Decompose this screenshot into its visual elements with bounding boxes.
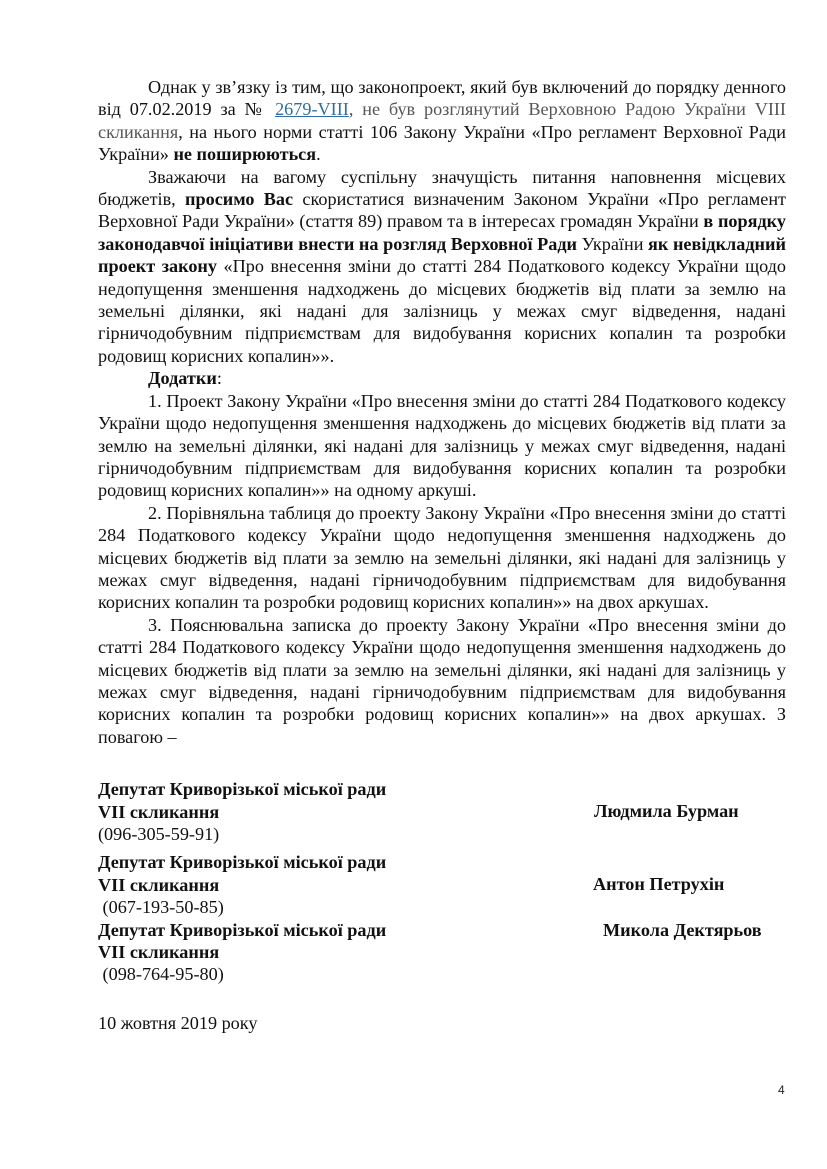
document-date: 10 жовтня 2019 року xyxy=(98,1012,258,1033)
document-page xyxy=(98,76,786,1034)
signatory-name: Микола Дектярьов xyxy=(603,919,762,940)
bill-link[interactable]: 2679-VIII xyxy=(275,99,349,120)
attachment-item-3: 3. Пояснювальна записка до проекту Закону України «Про внесення зміни до статті 284 Податкового кодексу України щодо недопущення зменшення надходжень до місцевих бюджетів від плати за землю на земельні ділянки, які надані для залізниць у межах смуг відведення, надані гірничодобувним підприємствам для видобування корисних копалин та розробки родовищ корисних копалин»» на двох аркушах. З повагою – xyxy=(98,614,786,747)
attachment-item-1: 1. Проект Закону України «Про внесення зміни до статті 284 Податкового кодексу України щодо недопущення зменшення надходжень до місцевих бюджетів від плати за землю на земельні ділянки, які надані для залізниць у межах смуг відведення, надані гірничодобувним підприємствам для видобування корисних копалин та розробки родовищ корисних копалин»» на одному аркуші. xyxy=(98,390,786,501)
signatory-1: Депутат Криворізької міської ради VII скликання (096-305-59-91) Людмила Бурман xyxy=(98,779,739,844)
signatory-name: Людмила Бурман xyxy=(594,801,739,822)
paragraph-1: Однак у зв’язку із тим, що законопроект, який був включений до порядку денного від 07.02.2019 за № 2679-VIII, не був розглянутий Верховною Радою України VIII скликання, на нього норми статті 106 Закону України «Про регламент Верховної Ради України» не поширюються. xyxy=(98,77,786,165)
attachments-heading: Додатки: xyxy=(148,368,222,389)
page-number: 4 xyxy=(778,1083,785,1097)
signatory-3: Депутат Криворізької міської ради VII скликання (098-764-95-80) Микола Дектярьов xyxy=(98,919,762,985)
attachment-item-2: 2. Порівняльна таблиця до проекту Закону України «Про внесення зміни до статті 284 Податкового кодексу України щодо недопущення зменшення надходжень до місцевих бюджетів від плати за землю на земельні ділянки, які надані для залізниць у межах смуг відведення, надані гірничодобувним підприємствам для видобування корисних копалин та розробки родовищ корисних копалин»» на двох аркушах. xyxy=(98,502,786,613)
signatory-2: Депутат Криворізької міської ради VII скликання (067-193-50-85) Антон Петрухін xyxy=(98,852,725,918)
signatory-name: Антон Петрухін xyxy=(593,874,725,895)
paragraph-2: Зважаючи на вагому суспільну значущість питання наповнення місцевих бюджетів, просимо Вас скористатися визначеним Законом України «Про регламент Верховної Ради України» (стаття 89) правом та в інтересах громадян України в порядку законодавчої ініціативи внести на розгляд Верховної Ради України як невідкладний проект закону «Про внесення зміни до статті 284 Податкового кодексу України щодо недопущення зменшення надходжень до місцевих бюджетів від плати за землю на земельні ділянки, які надані для залізниць у межах смуг відведення, надані гірничодобувним підприємствам для видобування корисних копалин та розробки родовищ корисних копалин»». xyxy=(98,166,787,366)
